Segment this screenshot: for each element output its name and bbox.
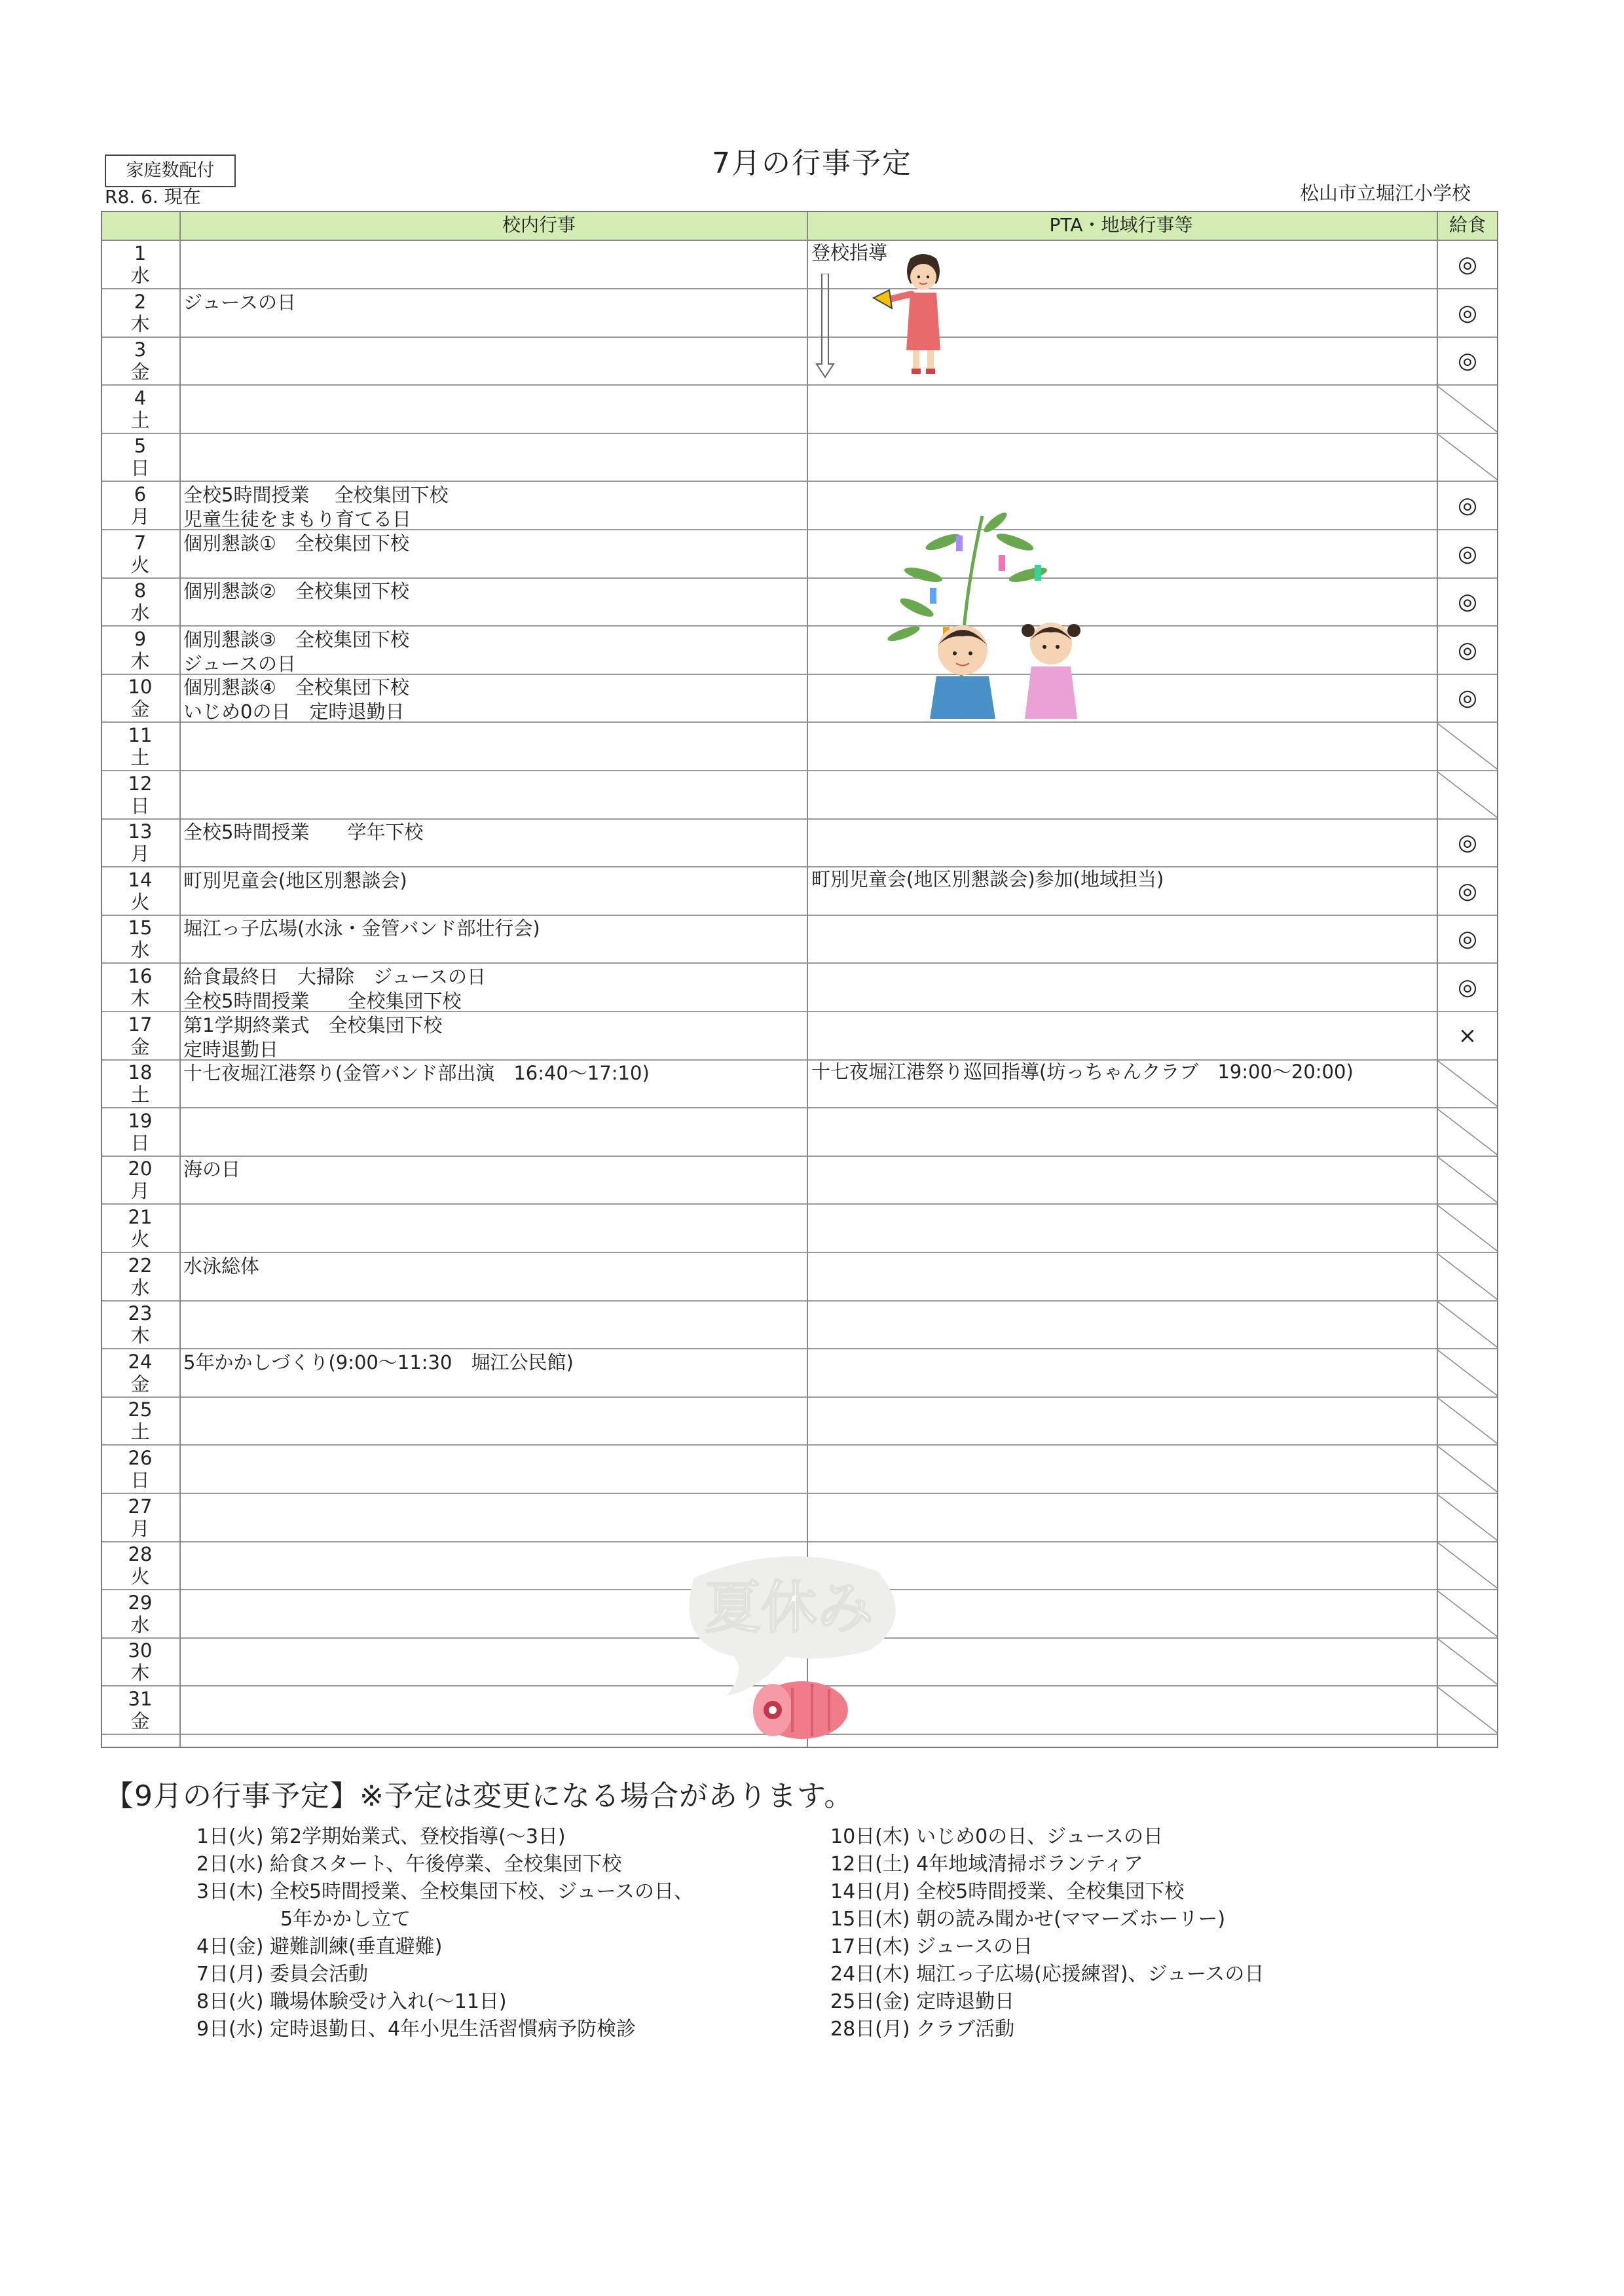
school-event: 堀江っ子広場(水泳・金管バンド部壮行会) [183,917,540,940]
lunch-mark: ◎ [1458,926,1477,953]
school-event: 個別懇談① 全校集団下校 [183,532,409,555]
table-row [101,867,1498,916]
day-number: 20 [128,1157,153,1180]
day-of-week: 水 [130,1276,150,1299]
no-lunch-slash [1437,1542,1498,1589]
table-row [101,482,1498,530]
school-event: 全校5時間授業 全校集団下校 [183,484,449,506]
no-lunch-slash [1437,1494,1498,1541]
table-row [101,1060,1498,1108]
no-lunch-slash [1437,1253,1498,1300]
september-list-right [830,1823,1264,2043]
day-number: 16 [128,965,153,987]
school-events-cell [183,1157,727,1182]
day-of-week: 火 [130,1228,150,1250]
day-number: 15 [128,917,153,939]
pta-event: 十七夜堀江港祭り巡回指導(坊っちゃんクラブ 19:00～20:00) [811,1061,1354,1084]
down-arrow-icon [815,274,835,378]
day-of-week: 火 [130,1565,150,1588]
school-event: 十七夜堀江港祭り(金管バンド部出演 16:40～17:10) [183,1062,650,1085]
day-number: 3 [134,338,147,361]
school-events-cell [183,579,727,604]
school-event: 第1学期終業式 全校集団下校 [183,1013,443,1036]
no-lunch-slash [1437,1590,1498,1637]
table-row [101,1108,1498,1157]
lunch-mark: ◎ [1458,974,1477,1000]
col-pta-header: PTA・地域行事等 [1049,214,1193,236]
day-of-week: 金 [130,1372,150,1395]
day-of-week: 土 [130,409,150,431]
table-row [101,771,1498,820]
september-event: 8日(火) 職場体験受け入れ(～11日) [196,1990,507,2013]
col-lunch-header: 給食 [1449,214,1486,236]
school-event: 5年かかしづくり(9:00～11:30 堀江公民館) [183,1351,574,1374]
pta-event: 登校指導 [811,242,888,264]
day-number: 11 [128,724,153,746]
table-row [101,674,1498,723]
day-number: 18 [128,1061,153,1084]
lunch-mark: ◎ [1458,636,1477,663]
school-event: 児童生徒をまもり育てる日 [183,508,412,530]
no-lunch-slash [1437,1205,1498,1252]
pta-events-cell [811,1060,1532,1084]
day-number: 10 [128,676,153,699]
school-events-cell [183,628,727,676]
day-number: 9 [134,627,147,650]
table-row [101,386,1498,434]
school-events-cell [183,676,727,724]
table-row [101,1253,1498,1302]
september-event: 1日(火) 第2学期始業式、登校指導(～3日) [196,1825,566,1848]
no-lunch-slash [1437,1108,1498,1156]
day-of-week: 火 [130,890,150,913]
lunch-mark: × [1458,1022,1477,1049]
table-row [101,723,1498,771]
table-row [101,964,1498,1012]
day-of-week: 水 [130,602,150,625]
table-row [101,627,1498,675]
school-event: 個別懇談③ 全校集団下校 [183,628,409,651]
school-event: 水泳総体 [183,1254,260,1277]
september-heading: 【9月の行事予定】※予定は変更になる場合があります。 [105,1779,854,1813]
day-number: 24 [128,1350,153,1373]
no-lunch-slash [1437,723,1498,770]
day-number: 30 [128,1639,153,1662]
school-events-cell [183,917,727,941]
september-event: 10日(木) いじめ0の日、ジュースの日 [830,1825,1164,1848]
no-lunch-slash [1437,386,1498,433]
day-of-week: 金 [130,1710,150,1732]
september-event: 15日(木) 朝の読み聞かせ(ママーズホーリー) [830,1908,1226,1931]
day-of-week: 木 [130,1324,150,1347]
table-row [101,337,1498,386]
school-event: 給食最終日 大掃除 ジュースの日 [183,966,486,988]
day-number: 2 [134,290,147,313]
day-of-week: 日 [130,1469,150,1491]
school-event: 町別児童会(地区別懇談会) [183,869,407,892]
school-events-cell [183,1013,727,1062]
lunch-mark: ◎ [1458,685,1477,712]
school-events-cell [183,1254,727,1279]
crossing-guard-illustration [871,252,976,376]
day-of-week: 日 [130,794,150,817]
september-event: 25日(金) 定時退勤日 [830,1990,1015,2013]
day-of-week: 日 [130,457,150,480]
lunch-mark: ◎ [1458,589,1477,615]
day-number: 6 [134,483,147,505]
tanabata-children-illustration [864,503,1113,725]
no-lunch-slash [1437,1301,1498,1348]
as-of-date: R8. 6. 現在 [105,186,201,208]
september-event: 12日(土) 4年地域清掃ボランティア [830,1853,1143,1876]
table-row [101,578,1498,627]
no-lunch-slash [1437,1397,1498,1444]
day-of-week: 土 [130,1084,150,1106]
school-event: 定時退勤日 [183,1038,279,1061]
september-event: 3日(木) 全校5時間授業、全校集団下校、ジュースの日、 [196,1880,694,1903]
no-lunch-slash [1437,771,1498,818]
pta-events-cell [811,867,1532,892]
column-divider [179,211,181,1748]
table-row [101,289,1498,338]
school-events-cell [183,532,727,556]
school-events-cell [183,291,727,315]
day-number: 17 [128,1013,153,1036]
no-lunch-slash [1437,1686,1498,1734]
no-lunch-slash [1437,1446,1498,1493]
page-title: 7月の行事予定 [712,147,912,180]
day-of-week: 水 [130,939,150,962]
school-events-cell [183,1061,727,1085]
day-number: 25 [128,1398,153,1421]
lunch-mark: ◎ [1458,829,1477,856]
day-number: 23 [128,1302,153,1325]
summer-vacation-text: 夏休み [705,1575,874,1641]
day-of-week: 金 [130,1035,150,1058]
school-events-cell [183,869,727,893]
table-header [101,211,1498,241]
day-number: 26 [128,1447,153,1469]
table-row [101,915,1498,964]
day-number: 19 [128,1109,153,1132]
day-number: 28 [128,1543,153,1566]
table-row [101,1205,1498,1253]
day-number: 1 [134,242,147,264]
day-number: 22 [128,1254,153,1277]
day-of-week: 木 [130,649,150,672]
summer-vacation-illustration [655,1539,917,1748]
september-list-left [196,1823,693,2043]
school-event: 全校5時間授業 全校集団下校 [183,990,462,1012]
school-name: 松山市立堀江小学校 [1299,182,1471,204]
day-number: 29 [128,1591,153,1614]
no-lunch-slash [1437,433,1498,481]
day-of-week: 木 [130,987,150,1010]
table-row [101,819,1498,867]
day-of-week: 土 [130,1421,150,1444]
lunch-mark: ◎ [1458,540,1477,567]
day-of-week: 金 [130,698,150,721]
day-of-week: 木 [130,1662,150,1685]
day-number: 8 [134,579,147,602]
school-event: ジュースの日 [183,291,296,314]
no-lunch-slash [1437,1349,1498,1396]
day-number: 7 [134,531,147,554]
day-number: 14 [128,868,153,891]
september-schedule [105,1777,1545,2041]
table-row [101,1446,1498,1494]
day-of-week: 月 [130,1180,150,1203]
day-of-week: 金 [130,361,150,384]
table-row [101,1301,1498,1349]
school-event: 海の日 [183,1158,241,1181]
day-number: 5 [134,435,147,458]
september-event: 24日(木) 堀江っ子広場(応援練習)、ジュースの日 [830,1963,1264,1986]
school-event: 個別懇談④ 全校集団下校 [183,676,409,699]
lunch-mark: ◎ [1458,492,1477,519]
september-event: 17日(木) ジュースの日 [830,1935,1033,1958]
day-of-week: 月 [130,843,150,866]
table-row [101,530,1498,579]
school-event: ジュースの日 [183,652,296,675]
school-events-cell [183,1351,727,1375]
september-event: 14日(月) 全校5時間授業、全校集団下校 [830,1880,1185,1903]
lunch-mark: ◎ [1458,348,1477,374]
september-event: 7日(月) 委員会活動 [196,1963,369,1986]
school-events-cell [183,965,727,1013]
table-row [101,1494,1498,1542]
table-row [101,1349,1498,1398]
september-event-continued: 5年かかし立て [280,1908,411,1931]
september-event: 9日(水) 定時退勤日、4年小児生活習慣病予防検診 [196,2018,637,2041]
school-event: 個別懇談② 全校集団下校 [183,580,409,603]
day-of-week: 水 [130,264,150,287]
day-of-week: 木 [130,312,150,335]
september-event: 2日(水) 給食スタート、午後停業、全校集団下校 [196,1853,622,1876]
no-lunch-slash [1437,1156,1498,1203]
table-row [101,433,1498,482]
school-event: いじめ0の日 定時退勤日 [183,701,405,723]
column-divider [1437,211,1438,1748]
distribution-stamp: 家庭数配付 [105,155,236,187]
lunch-mark: ◎ [1458,299,1477,326]
lunch-mark: ◎ [1458,251,1477,278]
day-of-week: 火 [130,553,150,576]
day-of-week: 土 [130,746,150,769]
day-number: 4 [134,386,147,409]
school-event: 全校5時間授業 学年下校 [183,821,424,844]
day-number: 12 [128,772,153,795]
table-row [101,1012,1498,1061]
day-of-week: 月 [130,1517,150,1540]
september-event: 28日(月) クラブ活動 [830,2018,1015,2041]
day-number: 21 [128,1206,153,1228]
day-number: 13 [128,820,153,843]
day-number: 31 [128,1688,153,1710]
september-event: 4日(金) 避難訓練(垂直避難) [196,1935,443,1958]
school-events-cell [183,820,727,845]
column-divider [807,211,808,1748]
table-row [101,1156,1498,1205]
table-row [101,1397,1498,1446]
table-row [101,241,1498,289]
no-lunch-slash [1437,1060,1498,1107]
day-of-week: 日 [130,1131,150,1154]
day-number: 27 [128,1495,153,1518]
col-school-events-header: 校内行事 [502,214,576,236]
no-lunch-slash [1437,1638,1498,1685]
day-of-week: 水 [130,1613,150,1636]
pta-event: 町別児童会(地区別懇談会)参加(地域担当) [811,867,1164,890]
lunch-mark: ◎ [1458,877,1477,904]
day-of-week: 月 [130,505,150,528]
july-calendar-table [101,211,1498,1748]
school-events-cell [183,483,727,532]
